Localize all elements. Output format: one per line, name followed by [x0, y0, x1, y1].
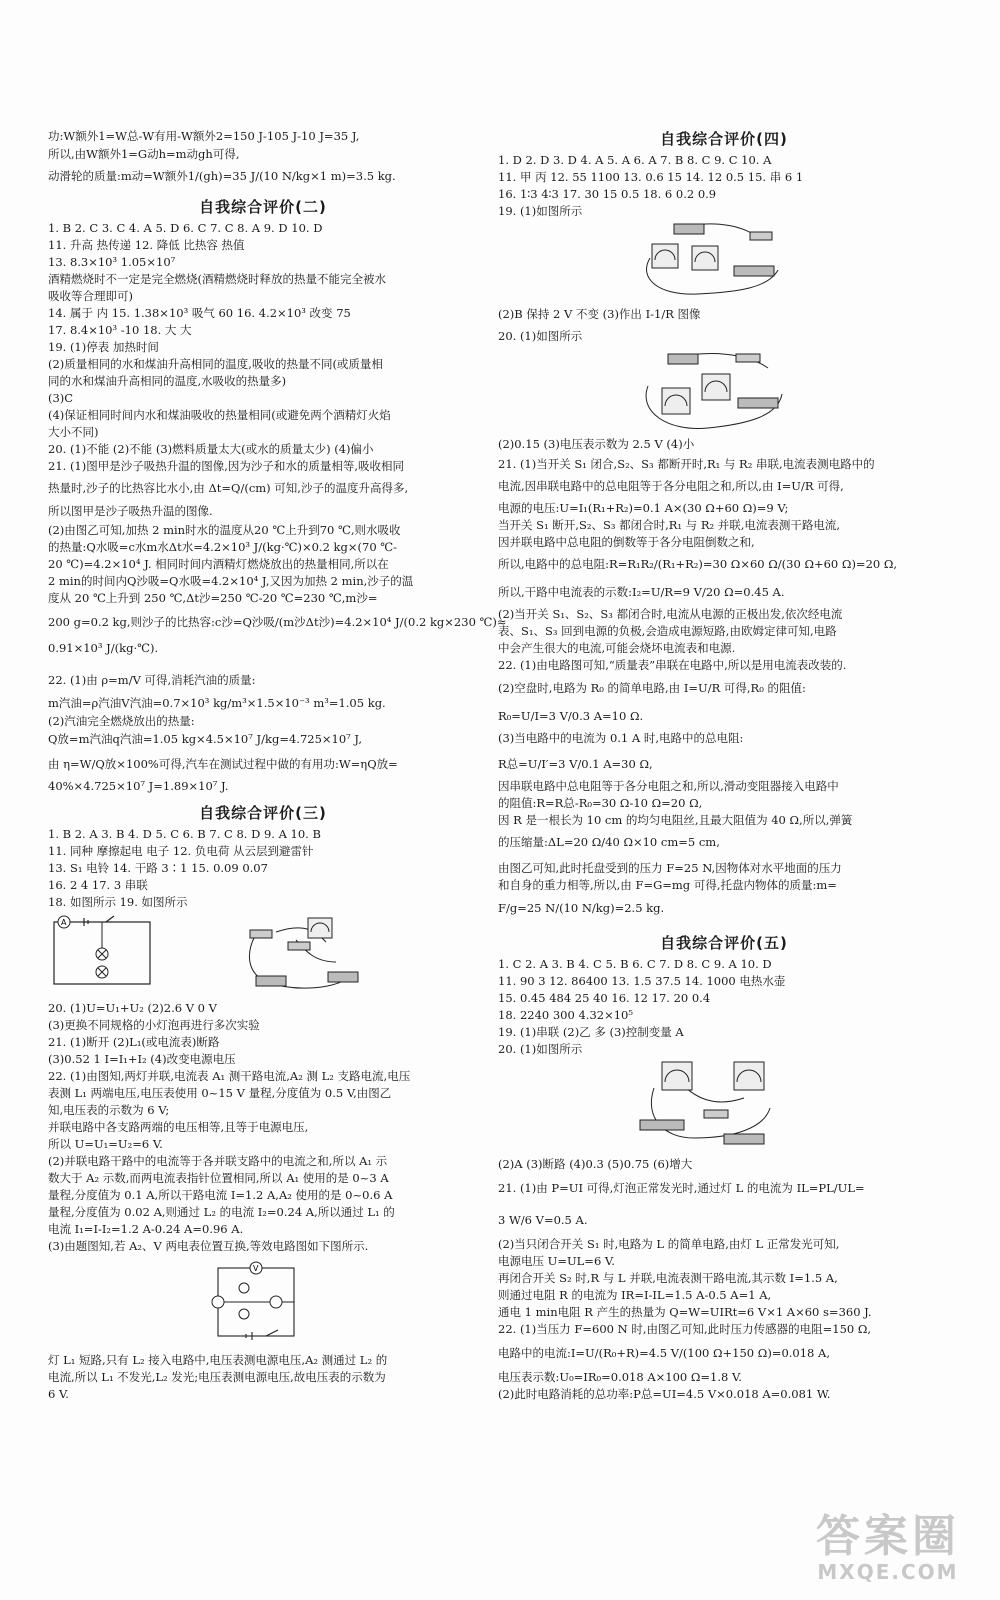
text-line: 20. (1)不能 (2)不能 (3)燃料质量太大(或水的质量太少) (4)偏小	[48, 442, 374, 456]
text-line: 19. (1)如图所示	[498, 204, 583, 218]
equivalent-circuit-diagram	[206, 1258, 306, 1346]
text-line: 由图乙可知,此时托盘受到的压力 F=25 N,因物体对水平地面的压力	[498, 861, 842, 875]
text-line: 20. (1)U=U₁+U₂ (2)2.6 V 0 V	[48, 1001, 217, 1015]
text-line: (2)0.15 (3)电压表示数为 2.5 V (4)小	[498, 437, 695, 451]
text-line: 当开关 S₁ 断开,S₂、S₃ 都闭合时,R₁ 与 R₂ 并联,电流表测干路电流,	[498, 518, 841, 532]
text-line: (3)更换不同规格的小灯泡再进行多次实验	[48, 1018, 260, 1032]
circuit-figure-20-5	[634, 1058, 782, 1150]
text-line: 所以 U=U₁=U₂=6 V.	[48, 1137, 163, 1151]
text-line: (3)0.52 1 I=I₁+I₂ (4)改变电源电压	[48, 1052, 236, 1066]
text-line: 热量时,沙子的比热容比水小,由 Δt=Q/(cm) 可知,沙子的温度升高得多,	[48, 481, 409, 495]
text-line: (2)此时电路消耗的总功率:P总=UI=4.5 V×0.018 A=0.081 W.	[498, 1387, 831, 1401]
text-line: 所以,干路中电流表的示数:I₂=U/R=9 V/20 Ω=0.45 A.	[498, 585, 785, 599]
text-line: 16. 2 4 17. 3 串联	[48, 878, 148, 892]
watermark-url: MXQE.COM	[817, 1560, 959, 1584]
text-line: 14. 属于 内 15. 1.38×10³ 吸气 60 16. 4.2×10³ 改变 75	[48, 306, 351, 320]
text-line: 20. (1)如图所示	[498, 329, 583, 343]
text-line: 22. (1)由图知,两灯并联,电流表 A₁ 测干路电流,A₂ 测 L₂ 支路电流,电压	[48, 1069, 411, 1083]
text-line: 的阻值:R=R总-R₀=30 Ω-10 Ω=20 Ω,	[498, 796, 703, 810]
section-title: 自我综合评价(三)	[199, 804, 327, 822]
text-line: 13. 8.3×10³ 1.05×10⁷	[48, 255, 176, 269]
text-line: 因 R 是一根长为 10 cm 的均匀电阻丝,且最大阻值为 40 Ω,所以,弹簧	[498, 813, 853, 827]
text-line: 并联电路中各支路两端的电压相等,且等于电源电压,	[48, 1120, 309, 1134]
text-line: 再闭合开关 S₂ 时,R 与 L 并联,电流表测干路电流,其示数 I=1.5 A,	[498, 1271, 838, 1285]
text-line: 电流,所以 L₁ 不发光,L₂ 发光;电压表测电源电压,故电压表的示数为	[48, 1370, 386, 1384]
text-line: 19. (1)串联 (2)乙 多 (3)控制变量 A	[498, 1025, 684, 1039]
text-line: 则通过电阻 R 的电流为 IR=I-IL=1.5 A-0.5 A=1 A,	[498, 1288, 772, 1302]
text-line: 13. S₁ 电铃 14. 干路 3∶1 15. 0.09 0.07	[48, 861, 268, 875]
text-line: R₀=U/I=3 V/0.3 A=10 Ω.	[498, 709, 644, 723]
text-line: 11. 升高 热传递 12. 降低 比热容 热值	[48, 238, 245, 252]
text-line: 电路中的电流:I=U/(R₀+R)=4.5 V/(100 Ω+150 Ω)=0.018 A,	[498, 1346, 830, 1360]
svg-text:A: A	[61, 918, 67, 927]
text-line: 21. (1)当开关 S₁ 闭合,S₂、S₃ 都断开时,R₁ 与 R₂ 串联,电流表测电路中的	[498, 457, 875, 471]
text-line: 11. 90 3 12. 86400 13. 1.5 37.5 14. 1000 电热水壶	[498, 974, 786, 988]
text-line: 中会产生很大的电流,可能会烧坏电流表和电源.	[498, 641, 736, 655]
text-line: (3)由题图知,若 A₂、V 两电表位置互换,等效电路图如下图所示.	[48, 1239, 369, 1253]
text-line: 所以图甲是沙子吸热升温的图像.	[48, 504, 213, 518]
text-line: 量程,分度值为 0.02 A,则通过 L₂ 的电流 I₂=0.24 A,所以通过 L₁ 的	[48, 1205, 395, 1219]
text-line: 3 W/6 V=0.5 A.	[498, 1213, 588, 1227]
text-line: 的热量:Q水吸=c水m水Δt水=4.2×10³ J/(kg·℃)×0.2 kg×(70 ℃-	[48, 540, 398, 554]
circuit-figure-19	[236, 912, 366, 994]
text-line: (2)当只闭合开关 S₁ 时,电路为 L 的简单电路,由灯 L 正常发光可知,	[498, 1237, 840, 1251]
text-line: 所以,由W额外1=G动h=m动gh可得,	[48, 147, 240, 161]
text-line: 量程,分度值为 0.1 A,所以干路电流 I=1.2 A,A₂ 使用的是 0~0.6 A	[48, 1188, 393, 1202]
text-line: 电流 I₁=I-I₂=1.2 A-0.24 A=0.96 A.	[48, 1222, 244, 1236]
text-line: 表测 L₁ 两端电压,电压表使用 0~15 V 量程,分度值为 0.5 V,由图乙	[48, 1086, 392, 1100]
text-line: (2)由图乙可知,加热 2 min时水的温度从20 ℃上升到70 ℃,则水吸收	[48, 523, 401, 537]
circuit-figure-19-4	[638, 218, 788, 300]
text-line: 20. (1)如图所示	[498, 1042, 583, 1056]
text-line: (2)空盘时,电路为 R₀ 的简单电路,由 I=U/R 可得,R₀ 的阻值:	[498, 681, 806, 695]
text-line: 的压缩量:ΔL=20 Ω/40 Ω×10 cm=5 cm,	[498, 835, 720, 849]
text-line: 16. 1∶3 4∶3 17. 30 15 0.5 18. 6 0.2 0.9	[498, 187, 717, 201]
text-line: 由 η=W/Q放×100%可得,汽车在测试过程中做的有用功:W=ηQ放=	[48, 757, 398, 771]
text-line: (2)当开关 S₁、S₂、S₃ 都闭合时,电流从电源的正极出发,依次经电流	[498, 607, 843, 621]
text-line: 15. 0.45 484 25 40 16. 12 17. 20 0.4	[498, 991, 711, 1005]
text-line: m汽油=ρ汽油V汽油=0.7×10³ kg/m³×1.5×10⁻³ m³=1.05 kg.	[48, 696, 386, 710]
text-line: 和自身的重力相等,所以,由 F=G=mg 可得,托盘内物体的质量:m=	[498, 878, 837, 892]
text-line: 酒精燃烧时不一定是完全燃烧(酒精燃烧时释放的热量不能完全被水	[48, 272, 386, 286]
text-line: 灯 L₁ 短路,只有 L₂ 接入电路中,电压表测电源电压,A₂ 测通过 L₂ 的	[48, 1353, 388, 1367]
text-line: 所以,电路中的总电阻:R=R₁R₂/(R₁+R₂)=30 Ω×60 Ω/(30 Ω+60 Ω)=20 Ω,	[498, 557, 898, 571]
text-line: 知,电压表的示数为 6 V;	[48, 1103, 170, 1117]
text-line: 电源电压 U=UL=6 V.	[498, 1254, 615, 1268]
text-line: 电流,因串联电路中的总电阻等于各分电阻之和,所以,由 I=U/R 可得,	[498, 479, 844, 493]
text-line: 因并联电路中总电阻的倒数等于各分电阻倒数之和,	[498, 535, 755, 549]
text-line: 17. 8.4×10³ -10 18. 大 大	[48, 323, 192, 337]
section-title: 自我综合评价(五)	[660, 934, 788, 952]
text-line: 2 min的时间内Q沙吸=Q水吸=4.2×10⁴ J,又因为加热 2 min,沙子的温	[48, 574, 414, 588]
circuit-diagram-18	[48, 914, 156, 992]
text-line: (2)并联电路干路中的电流等于各并联支路中的电流之和,所以 A₁ 示	[48, 1154, 388, 1168]
text-line: (2)B 保持 2 V 不变 (3)作出 I-1/R 图像	[498, 307, 701, 321]
text-line: 21. (1)由 P=UI 可得,灯泡正常发光时,通过灯 L 的电流为 IL=PL/UL=	[498, 1181, 865, 1195]
text-line: (3)C	[48, 391, 74, 405]
text-line: 功:W额外1=W总-W有用-W额外2=150 J-105 J-10 J=35 J,	[48, 129, 360, 143]
right-column	[498, 0, 950, 1600]
text-line: 通电 1 min电阻 R 产生的热量为 Q=W=UIRt=6 V×1 A×60 s=360 J.	[498, 1305, 872, 1319]
svg-text:V: V	[253, 1264, 259, 1273]
text-line: 18. 如图所示 19. 如图所示	[48, 895, 188, 909]
text-line: 11. 同种 摩擦起电 电子 12. 负电荷 从云层到避雷针	[48, 844, 314, 858]
watermark-logo	[816, 1511, 960, 1584]
text-line: 6 V.	[48, 1387, 69, 1401]
text-line: (2)A (3)断路 (4)0.3 (5)0.75 (6)增大	[498, 1157, 693, 1171]
circuit-figure-20-4	[638, 346, 788, 434]
text-line: (2)质量相同的水和煤油升高相同的温度,吸收的热量不同(或质量相	[48, 357, 383, 371]
text-line: (4)保证相同时间内水和煤油吸收的热量相同(或避免两个酒精灯火焰	[48, 408, 391, 422]
text-line: 11. 甲 丙 12. 55 1100 13. 0.6 15 14. 12 0.5 15. 串 6 1	[498, 170, 804, 184]
text-line: 200 g=0.2 kg,则沙子的比热容:c沙=Q沙吸/(m沙Δt沙)=4.2×10⁴ J/(0.2 kg×230 ℃)≈	[48, 615, 507, 629]
text-line: 22. (1)由 ρ=m/V 可得,消耗汽油的质量:	[48, 673, 256, 687]
text-line: 数大于 A₂ 示数,而两电流表指针位置相同,所以 A₁ 使用的是 0~3 A	[48, 1171, 389, 1185]
section-title: 自我综合评价(四)	[660, 130, 788, 148]
text-line: 电压表示数:U₀=IR₀=0.018 A×100 Ω=1.8 V.	[498, 1370, 742, 1384]
text-line: 21. (1)断开 (2)L₁(或电流表)断路	[48, 1035, 220, 1049]
text-line: 1. B 2. C 3. C 4. A 5. D 6. C 7. C 8. A 9. D 10. D	[48, 221, 323, 235]
text-line: 22. (1)由电路图可知,“质量表”串联在电路中,所以是用电流表改装的.	[498, 658, 847, 672]
text-line: 1. C 2. A 3. B 4. C 5. B 6. C 7. D 8. C 9. A 10. D	[498, 957, 772, 971]
text-line: 同的水和煤油升高相同的温度,水吸收的热量多)	[48, 374, 287, 388]
text-line: 吸收等合理即可)	[48, 289, 133, 303]
watermark-text: 答案圈	[816, 1511, 960, 1562]
text-line: (2)汽油完全燃烧放出的热量:	[48, 714, 195, 728]
text-line: 表、S₁、S₃ 回到电源的负极,会造成电源短路,由欧姆定律可知,电路	[498, 624, 837, 638]
text-line: 20 ℃)=4.2×10⁴ J. 相同时间内酒精灯燃烧放出的热量相同,所以在	[48, 557, 389, 571]
text-line: 大小不同)	[48, 425, 99, 439]
left-column	[48, 0, 507, 1600]
text-line: 18. 2240 300 4.32×10⁵	[498, 1008, 633, 1022]
section-title: 自我综合评价(二)	[199, 198, 327, 216]
text-line: 1. D 2. D 3. D 4. A 5. A 6. A 7. B 8. C 9. C 10. A	[498, 153, 772, 167]
text-line: 22. (1)当压力 F=600 N 时,由图乙可知,此时压力传感器的电阻=150 Ω,	[498, 1322, 872, 1336]
text-line: 19. (1)停表 加热时间	[48, 340, 159, 354]
text-line: R总=U/I′=3 V/0.1 A=30 Ω,	[498, 757, 653, 771]
text-line: 度从 20 ℃上升到 250 ℃,Δt沙=250 ℃-20 ℃=230 ℃,m沙=	[48, 591, 378, 605]
text-line: 21. (1)图甲是沙子吸热升温的图像,因为沙子和水的质量相等,吸收相同	[48, 459, 405, 473]
text-line: Q放=m汽油q汽油=1.05 kg×4.5×10⁷ J/kg=4.725×10⁷ J,	[48, 732, 363, 746]
text-line: (3)当电路中的电流为 0.1 A 时,电路中的总电阻:	[498, 731, 744, 745]
text-line: 电源的电压:U=I₁(R₁+R₂)=0.1 A×(30 Ω+60 Ω)=9 V;	[498, 501, 789, 515]
text-line: F/g=25 N/(10 N/kg)=2.5 kg.	[498, 901, 665, 915]
text-line: 因串联电路中总电阻等于各分电阻之和,所以,滑动变阻器接入电路中	[498, 779, 839, 793]
text-line: 0.91×10³ J/(kg·℃).	[48, 641, 159, 655]
text-line: 40%×4.725×10⁷ J=1.89×10⁷ J.	[48, 779, 229, 793]
text-line: 1. B 2. A 3. B 4. D 5. C 6. B 7. C 8. D 9. A 10. B	[48, 827, 321, 841]
text-line: 动滑轮的质量:m动=W额外1/(gh)=35 J/(10 N/kg×1 m)=3.5 kg.	[48, 169, 396, 183]
